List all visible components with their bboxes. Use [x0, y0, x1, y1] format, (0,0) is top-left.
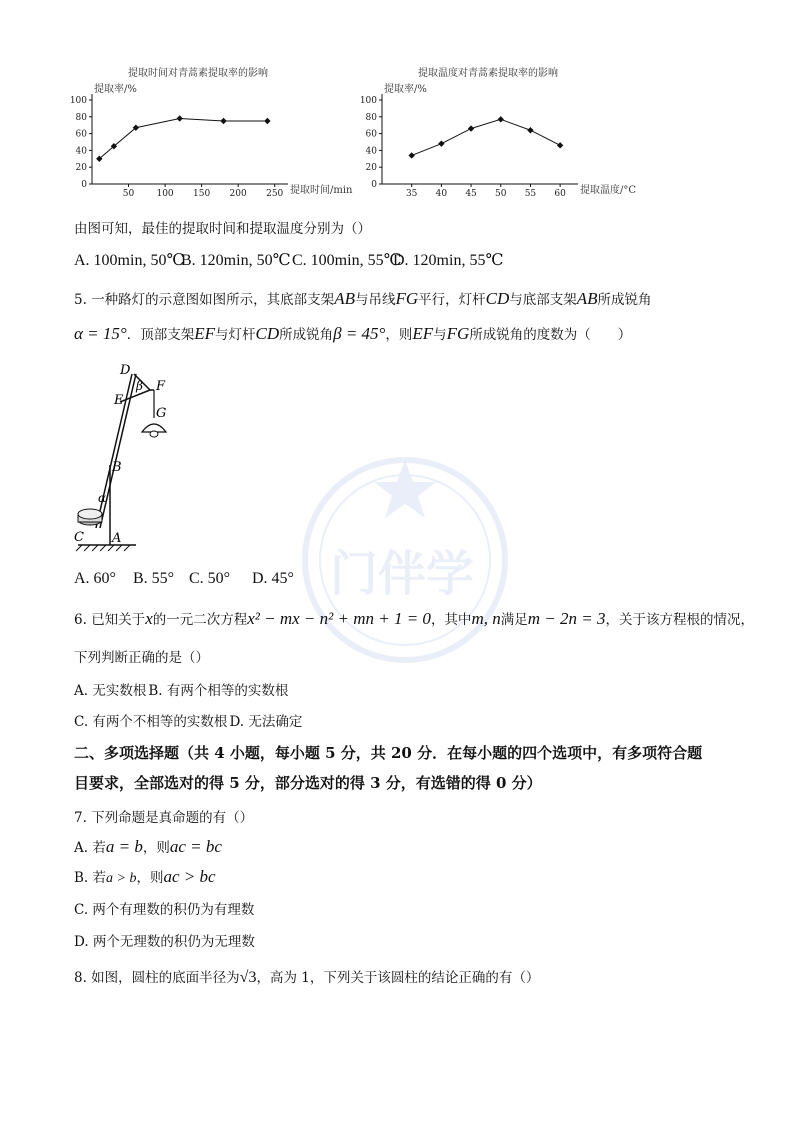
label-F: F — [156, 379, 166, 394]
data-point — [498, 116, 504, 122]
q6-options-row1: A. 无实数根 B. 有两个相等的实数根 — [74, 683, 289, 699]
q4-option-a: A. 100min, 50℃ — [74, 252, 185, 269]
label-G: G — [156, 406, 167, 421]
section2-line1: 二、多项选择题（共 4 小题，每小题 5 分，共 20 分．在每小题的四个选项中，有多项符合题 — [74, 744, 703, 762]
x-tick-label: 60 — [554, 189, 566, 199]
chart-title: 提取温度对青蒿素提取率的影响 — [418, 68, 558, 79]
q4-option-b: B. 120min, 50℃ — [181, 252, 291, 269]
q5-option-c: C. 50° — [189, 570, 231, 587]
data-point — [220, 118, 226, 124]
x-tick-label: 200 — [229, 189, 247, 199]
y-tick-label: 100 — [69, 96, 87, 106]
y-tick-label: 20 — [75, 163, 87, 174]
x-tick-label: 100 — [156, 189, 174, 199]
label-D: D — [120, 363, 131, 378]
q5-line2: α = 15°．顶部支架EF与灯杆CD所成锐角β = 45°，则EF与FG所成锐角的度数为（ ） — [74, 324, 632, 343]
q8-stem: 8. 如图，圆柱的底面半径为√3，高为 1，下列关于该圆柱的结论正确的有（） — [74, 969, 540, 986]
x-tick-label: 150 — [193, 189, 211, 199]
q6-line1: 6. 已知关于x的一元二次方程x² − mx − n² + mn + 1 = 0，其中m, n满足m − 2n = 3，关于该方程根的情况， — [74, 609, 754, 628]
q6-line2: 下列判断正确的是（） — [74, 650, 209, 666]
y-tick-label: 40 — [75, 146, 87, 157]
label-E: E — [114, 393, 124, 408]
label-C: C — [74, 530, 84, 545]
x-axis-label: 提取温度/°C — [580, 185, 637, 196]
q5-option-d: D. 45° — [252, 570, 294, 587]
y-tick-label: 0 — [81, 180, 87, 190]
x-tick-label: 50 — [495, 189, 507, 199]
series-line — [412, 119, 560, 155]
q7-option-b: B. 若a > b，则ac > bc — [74, 867, 216, 886]
watermark-text: 门伴学 — [330, 546, 475, 602]
q7-option-d: D. 两个无理数的积仍为无理数 — [74, 934, 255, 950]
data-point — [408, 152, 414, 158]
x-tick-label: 250 — [266, 189, 284, 199]
q5-option-a: A. 60° — [74, 570, 116, 587]
streetlight-figure — [70, 360, 180, 560]
q7-option-c: C. 两个有理数的积仍为有理数 — [74, 902, 255, 918]
q7-stem: 7. 下列命题是真命题的有（） — [74, 810, 254, 826]
q7-option-a: A. 若a = b，则ac = bc — [74, 837, 222, 856]
q4-stem: 由图可知，最佳的提取时间和提取温度分别为（） — [74, 221, 371, 237]
section2-line2: 目要求，全部选对的得 5 分，部分选对的得 3 分，有选错的得 0 分） — [74, 774, 542, 792]
q4-option-d: D. 120min, 55℃ — [393, 252, 504, 269]
y-tick-label: 40 — [365, 146, 377, 157]
q6-options-row2: C. 有两个不相等的实数根 D. 无法确定 — [74, 714, 303, 730]
y-tick-label: 20 — [365, 163, 377, 174]
series-line — [99, 118, 267, 158]
y-tick-label: 60 — [75, 129, 87, 140]
chart-title: 提取时间对青蒿素提取率的影响 — [128, 68, 268, 79]
data-point — [438, 140, 444, 146]
chart-extraction-temperature — [350, 62, 650, 202]
x-tick-label: 50 — [122, 189, 135, 199]
chart-extraction-time — [60, 62, 360, 202]
watermark — [270, 440, 540, 690]
data-point — [176, 115, 182, 121]
label-beta: β — [136, 379, 143, 393]
data-point — [557, 142, 563, 148]
label-A: A — [112, 531, 122, 546]
x-axis-label: 提取时间/min — [290, 185, 353, 196]
y-tick-label: 80 — [75, 112, 87, 123]
y-tick-label: 0 — [371, 180, 377, 190]
y-tick-label: 80 — [365, 112, 377, 123]
y-tick-label: 60 — [365, 129, 377, 140]
y-axis-label: 提取率/% — [94, 84, 137, 95]
x-tick-label: 40 — [435, 189, 448, 199]
y-axis-label: 提取率/% — [384, 84, 427, 95]
x-tick-label: 55 — [524, 189, 537, 199]
x-tick-label: 45 — [465, 189, 477, 199]
label-B: B — [112, 460, 122, 475]
x-tick-label: 35 — [405, 189, 418, 199]
y-tick-label: 100 — [359, 96, 377, 106]
q5-line1: 5. 一种路灯的示意图如图所示，其底部支架AB与吊线FG平行，灯杆CD与底部支架AB所成锐角 — [74, 289, 652, 308]
data-point — [527, 127, 533, 133]
q5-option-b: B. 55° — [133, 570, 175, 587]
data-point — [264, 118, 270, 124]
label-alpha: α — [98, 491, 107, 505]
data-point — [468, 125, 474, 131]
q4-option-c: C. 100min, 55℃ — [292, 252, 402, 269]
